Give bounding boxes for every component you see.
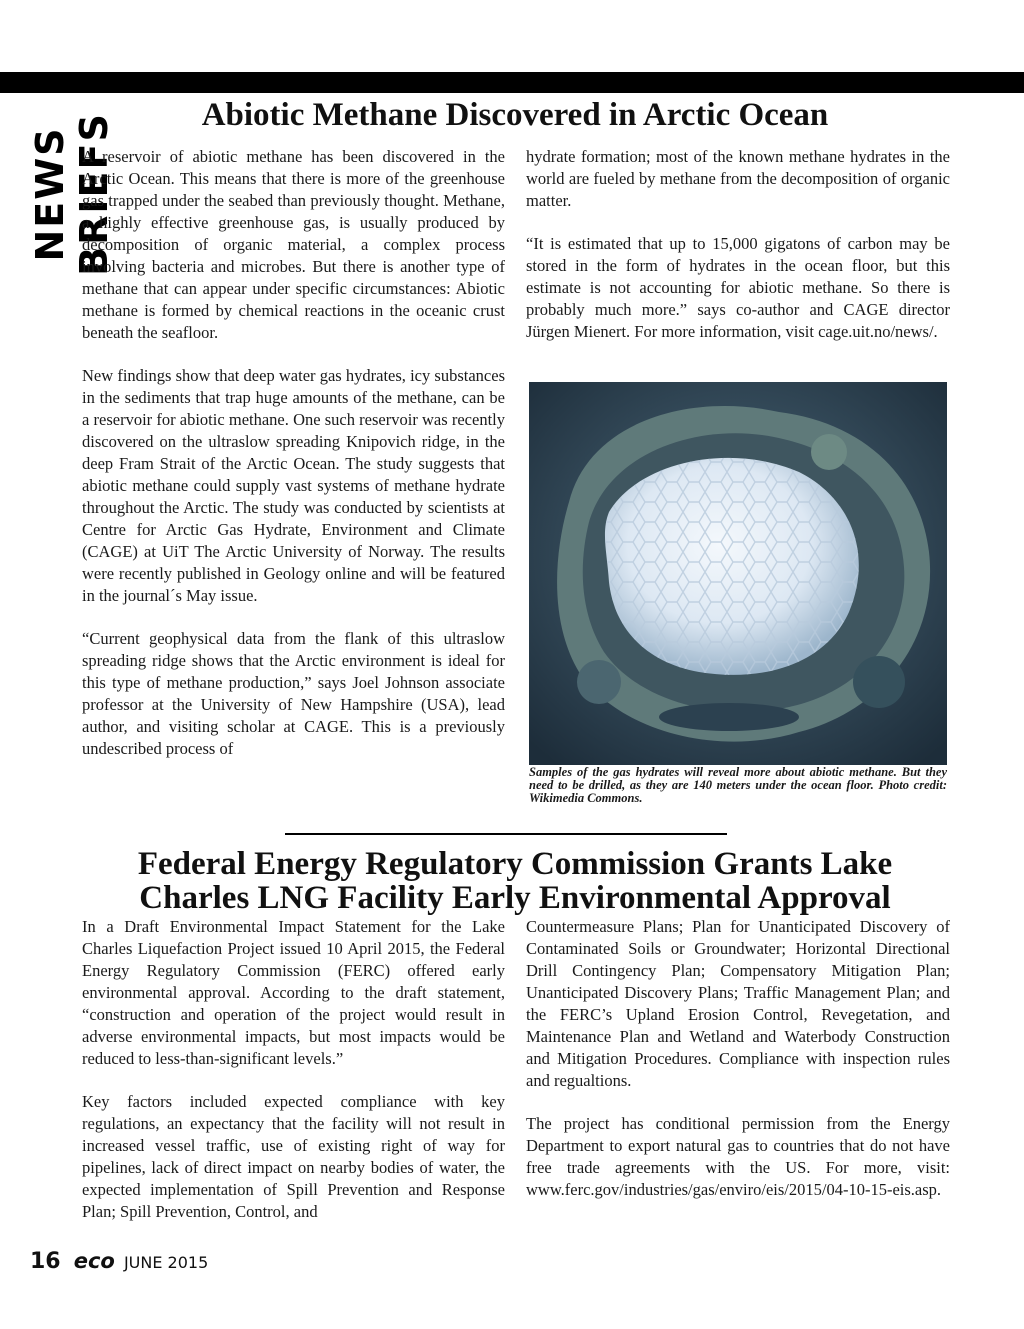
article2-column2 (526, 916, 950, 1222)
section-label: NEWS BRIEFS (28, 112, 116, 276)
paragraph: Key factors included expected compliance with key regulations, an expectancy that the facility will not result in increased vessel traffic, use of existing right of way for pipelines, lack of direct impact on nearby bodies of water, the expected implementation of Spill Prevention and Response Plan; Spill Prevention, Control, and (82, 1092, 505, 1221)
header-bar (0, 72, 1024, 93)
paragraph: The project has conditional permission from the Energy Department to export natural gas to countries that do not have free trade agreements with the US. For more, visit: www.ferc.gov/industries/gas/enviro/eis/2015/04-10-15-eis.asp. (526, 1114, 950, 1199)
page-number: 16 (30, 1249, 61, 1274)
article-divider (285, 833, 727, 835)
paragraph: hydrate formation; most of the known methane hydrates in the world are fueled by methane from the decomposition of organic matter. (526, 147, 950, 210)
paragraph: New findings show that deep water gas hydrates, icy substances in the sediments that trap huge amounts of the methane, can be a reservoir for abiotic methane. One such reservoir was recently discovered on the ultraslow spreading Knipovich ridge, in the deep Fram Strait of the Arctic Ocean. The study suggests that abiotic methane could supply vast systems of methane hydrate throughout the Arctic. The study was conducted by scientists at Centre for Arctic Gas Hydrate, Environment and Climate (CAGE) at UiT The Arctic University of Norway. The results were recently published in Geology online and will be featured in the journal´s May issue. (82, 366, 505, 605)
paragraph: In a Draft Environmental Impact Statement for the Lake Charles Liquefaction Project issued 10 April 2015, the Federal Energy Regulatory Commission (FERC) offered early environmental approval. According to the draft statement, “construction and operation of the project would result in adverse environmental impacts, but most impacts would be reduced to less-than-significant levels.” (82, 917, 505, 1068)
issue-date: JUNE 2015 (123, 1253, 209, 1272)
paragraph: “It is estimated that up to 15,000 gigatons of carbon may be stored in the form of hydrates in the ocean floor, but this estimate is not accounting for abiotic methane. So there is probably much more.” says co-author and CAGE director Jürgen Mienert. For more information, visit cage.uit.no/news/. (526, 234, 950, 341)
article2-column1 (82, 916, 505, 1244)
gas-hydrate-photo (529, 382, 947, 765)
article2-headline: Federal Energy Regulatory Commission Grants Lake Charles LNG Facility Early Environmental Approval (137, 846, 893, 916)
magazine-logo: eco (73, 1249, 115, 1273)
article1-column1 (82, 146, 505, 781)
article1-column2 (526, 146, 950, 364)
paragraph: “Current geophysical data from the flank of this ultraslow spreading ridge shows that the Arctic environment is ideal for this type of methane production,” says Joel Johnson associate professor at the University of New Hampshire (USA), lead author, and visiting scholar at CAGE. This is a previously undescribed process of (82, 629, 505, 758)
paragraph: Countermeasure Plans; Plan for Unanticipated Discovery of Contaminated Soils or Groundwater; Horizontal Directional Drill Contingency Plan; Compensatory Mitigation Plan; Unanticipated Discovery Plans; Traffic Management Plan; and the FERC’s Upland Erosion Control, Revegetation, and Maintenance Plan and Wetland and Waterbody Construction and Mitigation Procedures. Compliance with inspection rules and regualtions. (526, 917, 950, 1090)
page-footer (30, 1247, 208, 1275)
photo-caption: Samples of the gas hydrates will reveal more about abiotic methane. But they need to be drilled, as they are 140 meters under the ocean floor. Photo credit: Wikimedia Commons. (529, 765, 947, 805)
article1-headline: Abiotic Methane Discovered in Arctic Ocean (201, 97, 829, 133)
paragraph: A reservoir of abiotic methane has been discovered in the Arctic Ocean. This means that there is more of the greenhouse gas trapped under the seabed than previously thought. Methane, a highly effective greenhouse gas, is usually produced by decomposition of organic material, a complex process involving bacteria and microbes. But there is another type of methane that can appear under specific circumstances: Abiotic methane is formed by chemical reactions in the oceanic crust beneath the seafloor. (82, 147, 505, 342)
